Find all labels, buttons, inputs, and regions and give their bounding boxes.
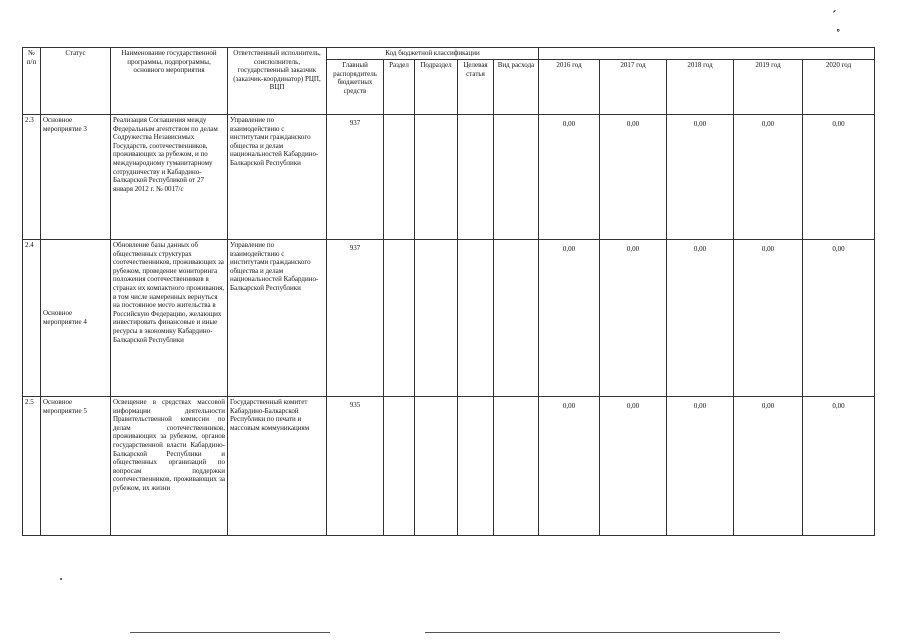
row-status: Основное мероприятие 5 (41, 397, 111, 536)
table-row (23, 240, 875, 397)
row-target-item (458, 240, 494, 397)
row-value-2020: 0,00 (803, 240, 875, 397)
row-responsible: Управление по взаимодействию с институтами гражданского общества и делам национальностей Кабардино-Балкарской Республики (228, 115, 327, 240)
header-year-2017: 2017 год (600, 60, 667, 115)
row-value-2019: 0,00 (734, 115, 803, 240)
row-podrazdel (415, 115, 458, 240)
row-name: Обновление базы данных об общественных структурах соотечественников, проживающих за рубежом, проведение мониторинга положения соотечественников в странах их компактного проживания, в том числе намеренных вернуться на постоянное место жительства в Российскую Федерацию, желающих инвестировать финансовые и иные ресурсы в экономику Кабардино-Балкарской Республики (111, 240, 228, 397)
row-grbs: 935 (327, 397, 384, 536)
row-status: Основное мероприятие 4 (41, 240, 111, 397)
budget-table (22, 47, 875, 536)
row-value-2016: 0,00 (539, 240, 600, 397)
row-name: Освещение в средствах массовой информации деятельности Правительственной комиссии по делам соотечественников, проживающих за рубежом, органов государственной власти Кабардино-Балкарской Республики и общественных организаций по вопросам поддержки соотечественников, проживающих за рубежом, их жизни (111, 397, 228, 536)
row-grbs: 937 (327, 240, 384, 397)
row-value-2020: 0,00 (803, 115, 875, 240)
header-expense-type: Вид расхода (494, 60, 539, 115)
row-grbs: 937 (327, 115, 384, 240)
header-year-2019: 2019 год (734, 60, 803, 115)
row-target-item (458, 397, 494, 536)
row-number: 2.3 (23, 115, 41, 240)
corner-marks: ́ ˚ (836, 10, 871, 41)
row-value-2016: 0,00 (539, 115, 600, 240)
row-value-2019: 0,00 (734, 240, 803, 397)
row-value-2018: 0,00 (667, 397, 734, 536)
row-razdel (384, 240, 415, 397)
scan-edge-line (130, 632, 330, 633)
row-status: Основное мероприятие 3 (41, 115, 111, 240)
header-year-2016: 2016 год (539, 60, 600, 115)
row-number: 2.5 (23, 397, 41, 536)
row-number: 2.4 (23, 240, 41, 397)
row-podrazdel (415, 240, 458, 397)
row-value-2018: 0,00 (667, 115, 734, 240)
table-row (23, 115, 875, 240)
header-name: Наименование государственной программы, подпрограммы, основного мероприятия (111, 48, 228, 115)
header-budget-code: Код бюджетной классификации (327, 48, 539, 60)
row-value-2017: 0,00 (600, 115, 667, 240)
row-value-2018: 0,00 (667, 240, 734, 397)
table-row (23, 397, 875, 536)
header-target-item: Целевая статья (458, 60, 494, 115)
row-value-2017: 0,00 (600, 397, 667, 536)
row-target-item (458, 115, 494, 240)
header-years-group (539, 48, 875, 60)
row-podrazdel (415, 397, 458, 536)
scan-speck (60, 578, 62, 580)
header-grbs: Главный распорядитель бюджетных средств (327, 60, 384, 115)
header-num: № п/п (23, 48, 41, 115)
row-value-2020: 0,00 (803, 397, 875, 536)
scan-edge-line (425, 632, 780, 633)
header-year-2018: 2018 год (667, 60, 734, 115)
header-status: Статус (41, 48, 111, 115)
row-value-2019: 0,00 (734, 397, 803, 536)
header-responsible: Ответственный исполнитель, соисполнитель, государственный заказчик (заказчик-координатор) РЦП, ВЦП (228, 48, 327, 115)
row-expense-type (494, 397, 539, 536)
row-value-2016: 0,00 (539, 397, 600, 536)
row-razdel (384, 397, 415, 536)
header-year-2020: 2020 год (803, 60, 875, 115)
row-name: Реализация Соглашения между Федеральным агентством по делам Содружества Независимых Государств, соотечественников, проживающих за рубежом, и по международному гуманитарному сотрудничеству и Кабардино-Балкарской Республикой от 27 января 2012 г. № 0017/с (111, 115, 228, 240)
header-razdel: Раздел (384, 60, 415, 115)
row-responsible: Государственный комитет Кабардино-Балкарской Республики по печати и массовым коммуникациям (228, 397, 327, 536)
header-podrazdel: Подраздел (415, 60, 458, 115)
row-expense-type (494, 240, 539, 397)
row-razdel (384, 115, 415, 240)
row-value-2017: 0,00 (600, 240, 667, 397)
row-responsible: Управление по взаимодействию с институтами гражданского общества и делам национальностей Кабардино-Балкарской Республики (228, 240, 327, 397)
row-expense-type (494, 115, 539, 240)
